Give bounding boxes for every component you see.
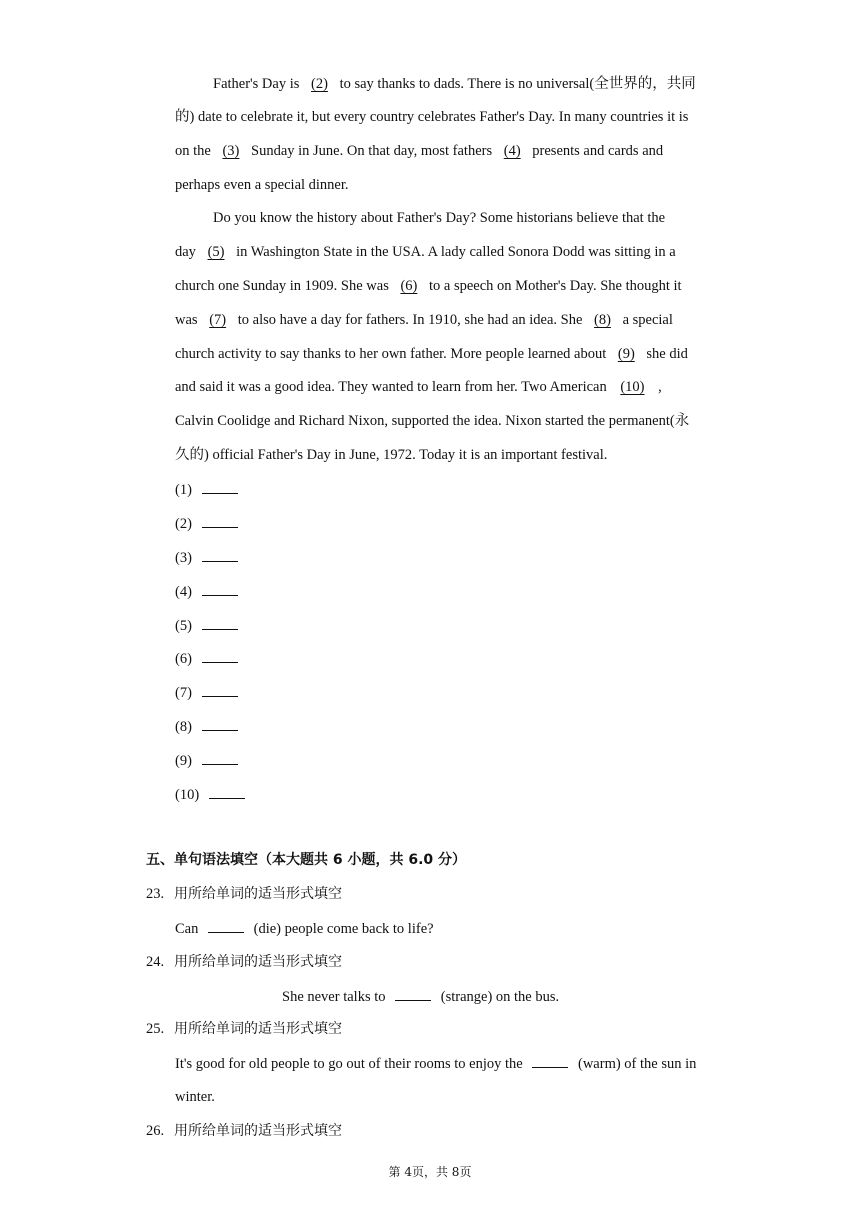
question-number: 24. bbox=[146, 954, 165, 970]
answer-blank[interactable] bbox=[202, 716, 238, 731]
blank-5: (5) bbox=[207, 244, 225, 260]
answer-blank[interactable] bbox=[208, 918, 244, 933]
question-prompt: 用所给单词的适当形式填空 bbox=[174, 954, 342, 970]
passage-line: Father's Day is (2) to say thanks to dads. There is no universal(全世界的，共同 bbox=[213, 76, 696, 92]
blank-3: (3) bbox=[222, 143, 240, 159]
page-footer: 第 4页，共 8页 bbox=[388, 1165, 472, 1179]
question-number: 26. bbox=[146, 1123, 165, 1139]
question-prompt: 用所给单词的适当形式填空 bbox=[174, 1123, 342, 1139]
answer-row: (1) bbox=[175, 479, 238, 500]
answer-blank[interactable] bbox=[532, 1053, 568, 1068]
answer-row: (10) bbox=[175, 784, 245, 805]
question-sentence: She never talks to (strange) on the bus. bbox=[282, 986, 559, 1007]
passage-line: 的) date to celebrate it, but every country celebrates Father's Day. In many countries it is bbox=[175, 109, 689, 125]
blank-2: (2) bbox=[311, 76, 328, 92]
answer-row: (4) bbox=[175, 581, 238, 602]
passage-line: church activity to say thanks to her own father. More people learned about (9) she did bbox=[175, 346, 688, 362]
answer-blank[interactable] bbox=[202, 513, 238, 528]
passage-line: was (7) to also have a day for fathers. In 1910, she had an idea. She (8) a special bbox=[175, 312, 673, 328]
question-sentence: Can (die) people come back to life? bbox=[175, 918, 434, 939]
question-number: 25. bbox=[146, 1021, 165, 1037]
passage-line: Do you know the history about Father's Day? Some historians believe that the bbox=[213, 210, 666, 226]
blank-9: (9) bbox=[617, 346, 635, 362]
answer-blank[interactable] bbox=[209, 784, 245, 799]
blank-7: (7) bbox=[209, 312, 227, 328]
passage-line: 久的) official Father's Day in June, 1972. Today it is an important festival. bbox=[175, 447, 608, 463]
passage-line: and said it was a good idea. They wanted to learn from her. Two American (10) , bbox=[175, 379, 662, 395]
answer-row: (8) bbox=[175, 716, 238, 737]
question-prompt: 用所给单词的适当形式填空 bbox=[174, 886, 342, 902]
blank-6: (6) bbox=[400, 278, 418, 294]
question-sentence: It's good for old people to go out of their rooms to enjoy the (warm) of the sun in bbox=[175, 1053, 696, 1074]
blank-10: (10) bbox=[620, 379, 645, 395]
section-title: 五、单句语法填空（本大题共 6 小题，共 6.0 分） bbox=[146, 852, 467, 868]
blank-8: (8) bbox=[594, 312, 611, 328]
passage-line: on the (3) Sunday in June. On that day, most fathers (4) presents and cards and bbox=[175, 143, 664, 159]
answer-blank[interactable] bbox=[395, 986, 431, 1001]
answer-blank[interactable] bbox=[202, 682, 238, 697]
question-number: 23. bbox=[146, 886, 165, 902]
answer-blank[interactable] bbox=[202, 750, 238, 765]
answer-blank[interactable] bbox=[202, 547, 238, 562]
answer-row: (7) bbox=[175, 682, 238, 703]
question-prompt: 用所给单词的适当形式填空 bbox=[174, 1021, 342, 1037]
passage-line: Calvin Coolidge and Richard Nixon, supported the idea. Nixon started the permanent(永 bbox=[175, 413, 690, 429]
answer-blank[interactable] bbox=[202, 615, 238, 630]
answer-row: (5) bbox=[175, 615, 238, 636]
answer-row: (2) bbox=[175, 513, 238, 534]
answer-blank[interactable] bbox=[202, 479, 238, 494]
blank-4: (4) bbox=[503, 143, 521, 159]
passage-line: church one Sunday in 1909. She was (6) to a speech on Mother's Day. She thought it bbox=[175, 278, 682, 294]
passage-line: perhaps even a special dinner. bbox=[175, 177, 349, 193]
answer-blank[interactable] bbox=[202, 648, 238, 663]
answer-row: (3) bbox=[175, 547, 238, 568]
answer-row: (6) bbox=[175, 648, 238, 669]
answer-row: (9) bbox=[175, 750, 238, 771]
passage-line: day (5) in Washington State in the USA. A lady called Sonora Dodd was sitting in a bbox=[175, 244, 676, 260]
question-sentence-cont: winter. bbox=[175, 1089, 215, 1105]
answer-blank[interactable] bbox=[202, 581, 238, 596]
